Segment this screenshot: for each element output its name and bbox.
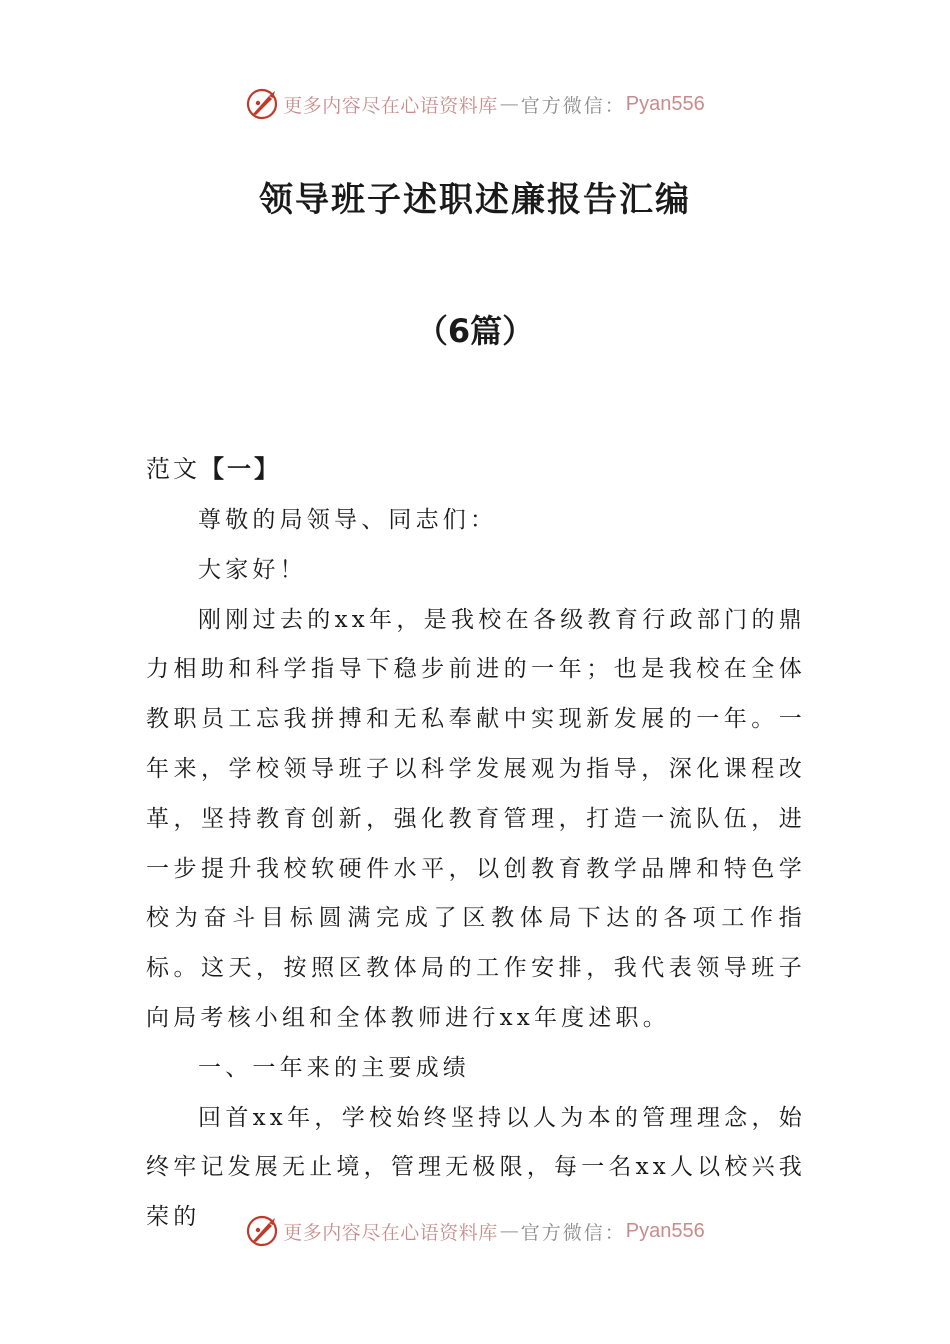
quill-logo-icon	[245, 1214, 279, 1248]
paragraph-greeting: 大家好！	[198, 556, 307, 583]
watermark-prefix: 更多内容尽在心语资料库	[283, 94, 498, 117]
footer-watermark	[0, 1211, 950, 1251]
watermark-prefix: 更多内容尽在心语资料库	[283, 1221, 498, 1244]
watermark-middle: 官方微信：	[520, 1221, 626, 1244]
watermark-middle: 官方微信：	[520, 94, 626, 117]
watermark-account: Pyan556	[625, 92, 705, 115]
paragraph-intro: 刚刚过去的xx年，是我校在各级教育行政部门的鼎力相助和科学指导下稳步前进的一年；也是我校在全体教职员工忘我拼搏和无私奉献中实现新发展的一年。一年来，学校领导班子以科学发展观为指导，深化课程改革，坚持教育创新，强化教育管理，打造一流队伍，进一步提升我校软硬件水平，以创教育教学品牌和特色学校为奋斗目标圆满完成了区教体局下达的各项工作指标。这天，按照区教体局的工作安排，我代表领导班子向局考核小组和全体教师进行xx年度述职。	[146, 606, 806, 1031]
section-label-bracket: 【一】	[200, 455, 281, 483]
header-watermark	[0, 84, 950, 124]
document-subtitle: （6篇）	[415, 312, 535, 350]
paragraph-heading-achievements: 一、一年来的主要成绩	[198, 1054, 470, 1081]
document-body	[146, 496, 806, 1243]
document-title: 领导班子述职述廉报告汇编	[259, 180, 691, 220]
section-label-text: 范文	[146, 455, 200, 483]
quill-logo-icon	[245, 87, 279, 121]
watermark-account: Pyan556	[625, 1219, 705, 1242]
paragraph-salutation: 尊敬的局领导、同志们：	[198, 507, 498, 533]
paragraph-review: 回首xx年，学校始终坚持以人为本的管理理念，始终牢记发展无止境，管理无极限，每一名xx人以校兴我荣的	[146, 1104, 806, 1231]
section-heading	[146, 449, 281, 484]
watermark-dash: —	[499, 93, 519, 115]
watermark-dash: —	[499, 1220, 519, 1242]
